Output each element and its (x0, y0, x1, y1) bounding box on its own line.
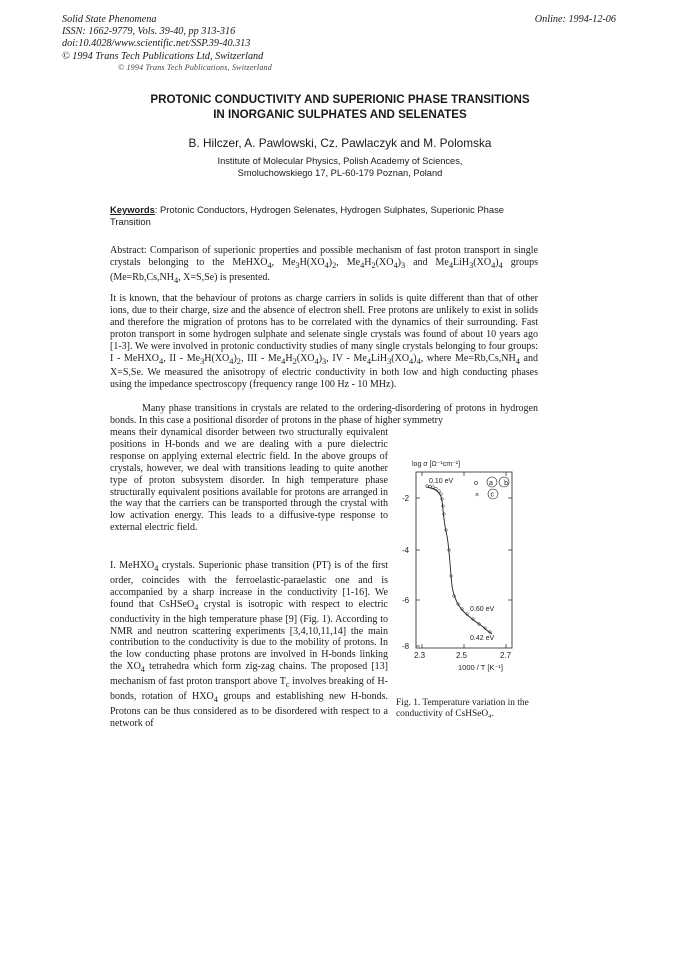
clipped-copyright-line: © 1994 Trans Tech Publications, Switzerland (118, 63, 272, 72)
issn-line: ISSN: 1662-9779, Vols. 39-40, pp 313-316 (62, 26, 236, 38)
online-date: Online: 1994-12-06 (534, 14, 616, 25)
figure-ylabel: log σ [Ω⁻¹cm⁻¹] (412, 461, 461, 468)
xtick-label: 2.7 (500, 651, 512, 660)
title-line-1: PROTONIC CONDUCTIVITY AND SUPERIONIC PHASE TRANSITIONS (150, 93, 530, 106)
affiliation-line-2: Smoluchowskiego 17, PL-60-179 Poznan, Poland (237, 168, 443, 178)
authors: B. Hilczer, A. Pawlowski, Cz. Pawlaczyk and M. Polomska (188, 136, 492, 150)
affiliation-line-1: Institute of Molecular Physics, Polish Academy of Sciences, (217, 156, 463, 166)
ytick-label: -4 (402, 546, 410, 555)
affiliation (60, 155, 620, 179)
phase-transition-paragraph-column: means their dynamical disorder between two structurally equivalent positions in H-bonds and we are dealing with a pure dielectric response on applying external electric field. In the above groups of crystals, however, we deal with transitions leading to quite another type of proton subsystem disorder. In high temperature phase structurally equivalent positions available for protons are arranged in the way that the carriers can be transported through the crystal with low activation energy. This leads to a diffusive-type response to external electric field. (110, 427, 388, 534)
ytick-label: -2 (402, 494, 410, 503)
activation-energy-mid: 0.60 eV (470, 606, 495, 613)
abstract: Abstract: Comparison of superionic properties and possible mechanism of fast proton transport in single crystals belonging to the MeHXO$_4$, $Me_3H(XO_4)_2$, $Me_4H_2(XO_4)_3$ and $Me_4LiH_3(XO_4)_4$ groups ($Me=Rb,Cs,NH_4$, X=S,Se) is presented. (110, 245, 538, 285)
ytick-label: -8 (402, 642, 410, 651)
keywords-text: : Protonic Conductors, Hydrogen Selenates, Hydrogen Sulphates, Superionic Phase Transition (110, 204, 504, 227)
legend-marker-open (474, 481, 477, 484)
copyright-line: © 1994 Trans Tech Publications Ltd, Switzerland (62, 50, 264, 62)
conductivity-figure (396, 450, 546, 690)
activation-energy-high: 0.10 eV (429, 478, 454, 485)
legend-c: c (490, 491, 494, 499)
ytick-label: -6 (402, 596, 410, 605)
plot-frame (416, 472, 512, 648)
title-line-2: IN INORGANIC SULPHATES AND SELENATES (213, 107, 467, 121)
figure-caption: Fig. 1. Temperature variation in the conductivity of CsHSeO₄. (396, 698, 529, 720)
xtick-label: 2.3 (414, 651, 426, 660)
xtick-label: 2.5 (456, 651, 468, 660)
phase-transition-paragraph-top: Many phase transitions in crystals are related to the ordering-disordering of protons in hydrogen bonds. In this case a positional disorder of protons in the phase of higher symmetry (110, 403, 538, 426)
doi-line: doi:10.4028/www.scientific.net/SSP.39-40.313 (62, 38, 251, 50)
journal-header (62, 14, 263, 63)
keywords-label: Keywords (110, 204, 155, 215)
figure-xlabel: 1000 / T [K⁻¹] (458, 663, 503, 672)
activation-energy-low: 0.42 eV (470, 635, 495, 642)
paper-title (60, 93, 620, 122)
group-one-paragraph: I. MeHXO$_4$ crystals. Superionic phase transition (PT) is of the first order, coincides with the ferroelastic-paraelastic one and is accompanied by a sharp increase in the conductivity [1-16]. We found that CsHSeO$_4$ crystal is isotropic with respect to electric conductivity in the high temperature phase [9] (Fig. 1). According to NMR and neutron scattering experiments [3,4,10,11,14] the main contribution to the conductivity is due to the mobility of protons. In the low conducting phase protons are involved in H-bonds linking the $XO_4$ tetrahedra which form zig-zag chains. The proposed [13] mechanism of fast proton transport above $T_c$ involves breaking of H-bonds, rotation of $HXO_4$ groups and establishing new H-bonds. Protons can be thus considered as to be disordered with respect to a network of (110, 560, 389, 729)
intro-paragraph: It is known, that the behaviour of protons as charge carriers in solids is quite different than that of other ions, due to their charge, size and the absence of electron shell. Free protons are unlikely to exist in solids and therefore the migration of protons has to be correlated with the dynamics of their surrounding. Fast proton transport in some hydrogen sulphate and selenate single crystals was found of about 10 years ago [1-3]. We were involved in protonic conductivity studies of many single crystals belonging to four groups: I - MeHXO$_4$, II - $Me_3H(XO_4)_2$, III - $Me_4H_2(XO_4)_3$, IV - $Me_4LiH_3(XO_4)_4$, where $Me=Rb,Cs,NH_4$ and X=S,Se. We measured the anisotropy of electric conductivity in both low and high conducting phases using the impedance spectroscopy (frequency range 100 Hz - 10 MHz). (110, 293, 538, 391)
legend-ab: a b (489, 480, 508, 487)
keywords (110, 204, 540, 227)
journal-name: Solid State Phenomena (62, 14, 157, 25)
legend-marker-x: × (475, 492, 480, 499)
